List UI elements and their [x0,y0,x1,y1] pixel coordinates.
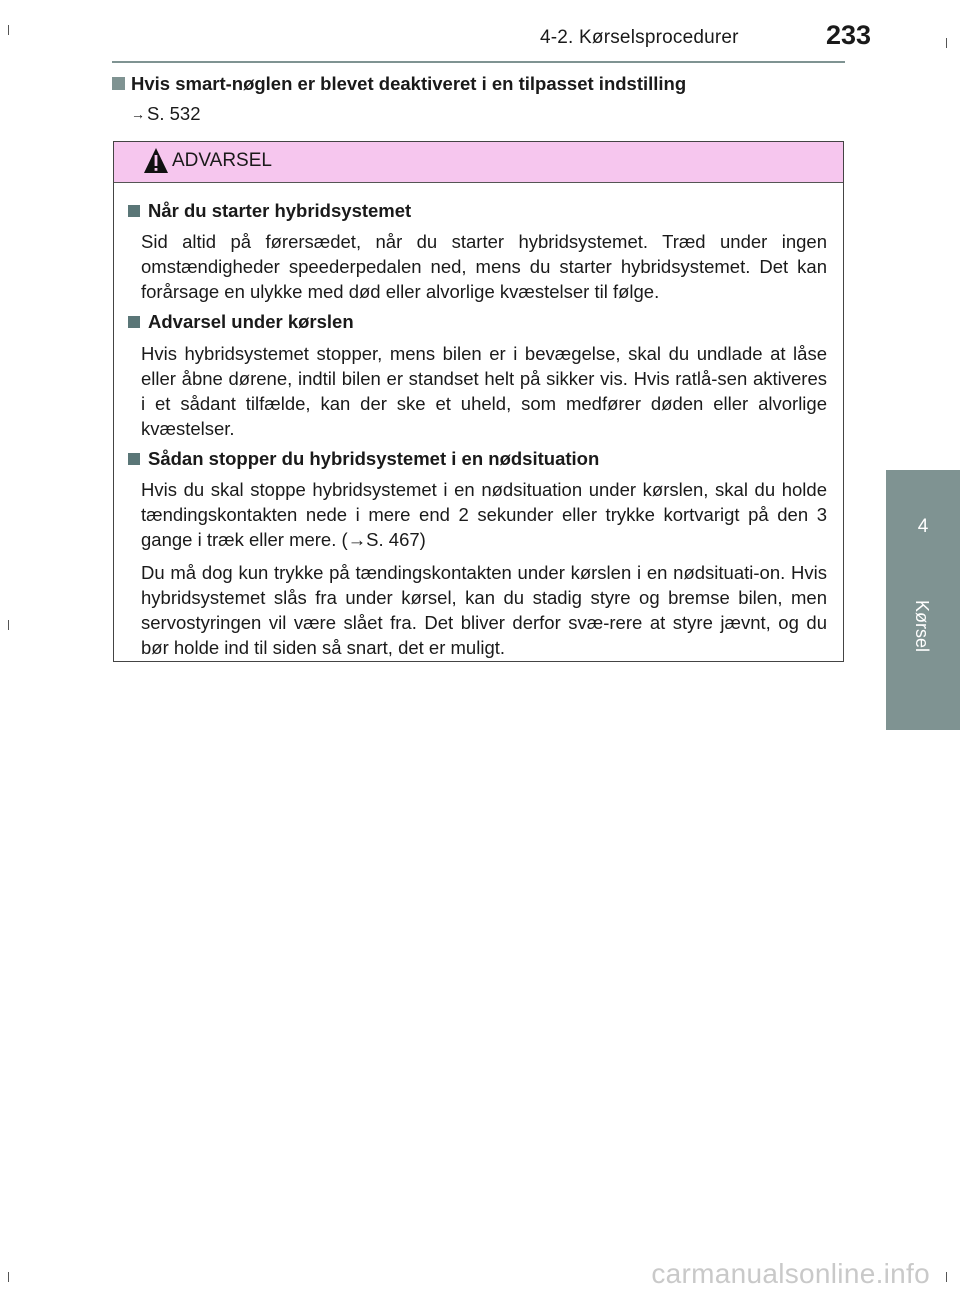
arrow-right-icon: → [131,106,145,122]
chapter-number: 4 [917,516,929,537]
warning-item [128,201,827,304]
chapter-tab[interactable] [886,470,960,730]
square-bullet-icon [128,205,140,217]
warning-title: ADVARSEL [172,150,272,171]
crop-mark [8,1272,9,1282]
warning-body [114,183,843,660]
section-title: Hvis smart-nøglen er blevet deaktiveret i en tilpasset indstilling [131,73,687,94]
page-number: 233 [826,20,872,50]
warning-paragraph: Hvis hybridsystemet stopper, mens bilen er i bevægelse, skal du undlade at låse eller åbne dørene, indtil bilen er standset helt på sikker vis. Hvis ratlå-sen aktiveres i et sådant tilfælde, kan der ske et uheld, som medfører døden eller alvorlige kvæstelser. [141,342,827,439]
crop-mark [946,38,947,48]
warning-item-title-text: Når du starter hybridsystemet [148,200,412,221]
warning-item [128,449,827,660]
warning-header [114,142,843,183]
header-divider [112,61,845,63]
crop-mark [8,25,9,35]
section-heading [112,73,845,95]
watermark: carmanualsonline.info [651,1258,930,1289]
warning-paragraph: Du må dog kun trykke på tændingskontakten under kørslen i en nødsituati-on. Hvis hybridsystemet slås fra under kørsel, kan du stadig styre og bremse bilen, men servostyringen vil være slået fra. Det bliver derfor svæ-rere at styre jævnt, og du bør holde ind til siden så snart, det er muligt. [141,562,827,659]
warning-item [128,312,827,440]
square-bullet-icon [112,77,125,90]
warning-triangle-icon [143,147,169,175]
chapter-label: Kørsel [912,600,932,653]
page-reference [131,103,201,125]
warning-box [113,141,844,662]
warning-item-title [128,449,827,469]
warning-item-title-text: Advarsel under kørslen [148,311,354,333]
warning-item-title [128,201,827,221]
warning-paragraph: Sid altid på førersædet, når du starter hybridsystemet. Træd under ingen omstændigheder speederpedalen ned, mens du starter hybridsystemet. Det kan forårsage en ulykke med død eller alvorlige kvæstelser til følge. [141,231,827,303]
warning-item-title [128,312,827,332]
warning-item-title-text: Sådan stopper du hybridsystemet i en nødsituation [148,447,600,469]
header-section-title: 4-2. Kørselsprocedurer [540,27,739,48]
crop-mark [946,1272,947,1282]
crop-mark [8,620,9,630]
square-bullet-icon [128,316,140,328]
warning-paragraph: Hvis du skal stoppe hybridsystemet i en nødsituation under kørslen, skal du holde tændingskontakten nede i mere end 2 sekunder eller trykke kortvarigt på den 3 gange i træk eller mere. (→S. 467) [141,479,827,551]
page-reference-text: S. 532 [147,103,201,124]
square-bullet-icon [128,453,140,465]
